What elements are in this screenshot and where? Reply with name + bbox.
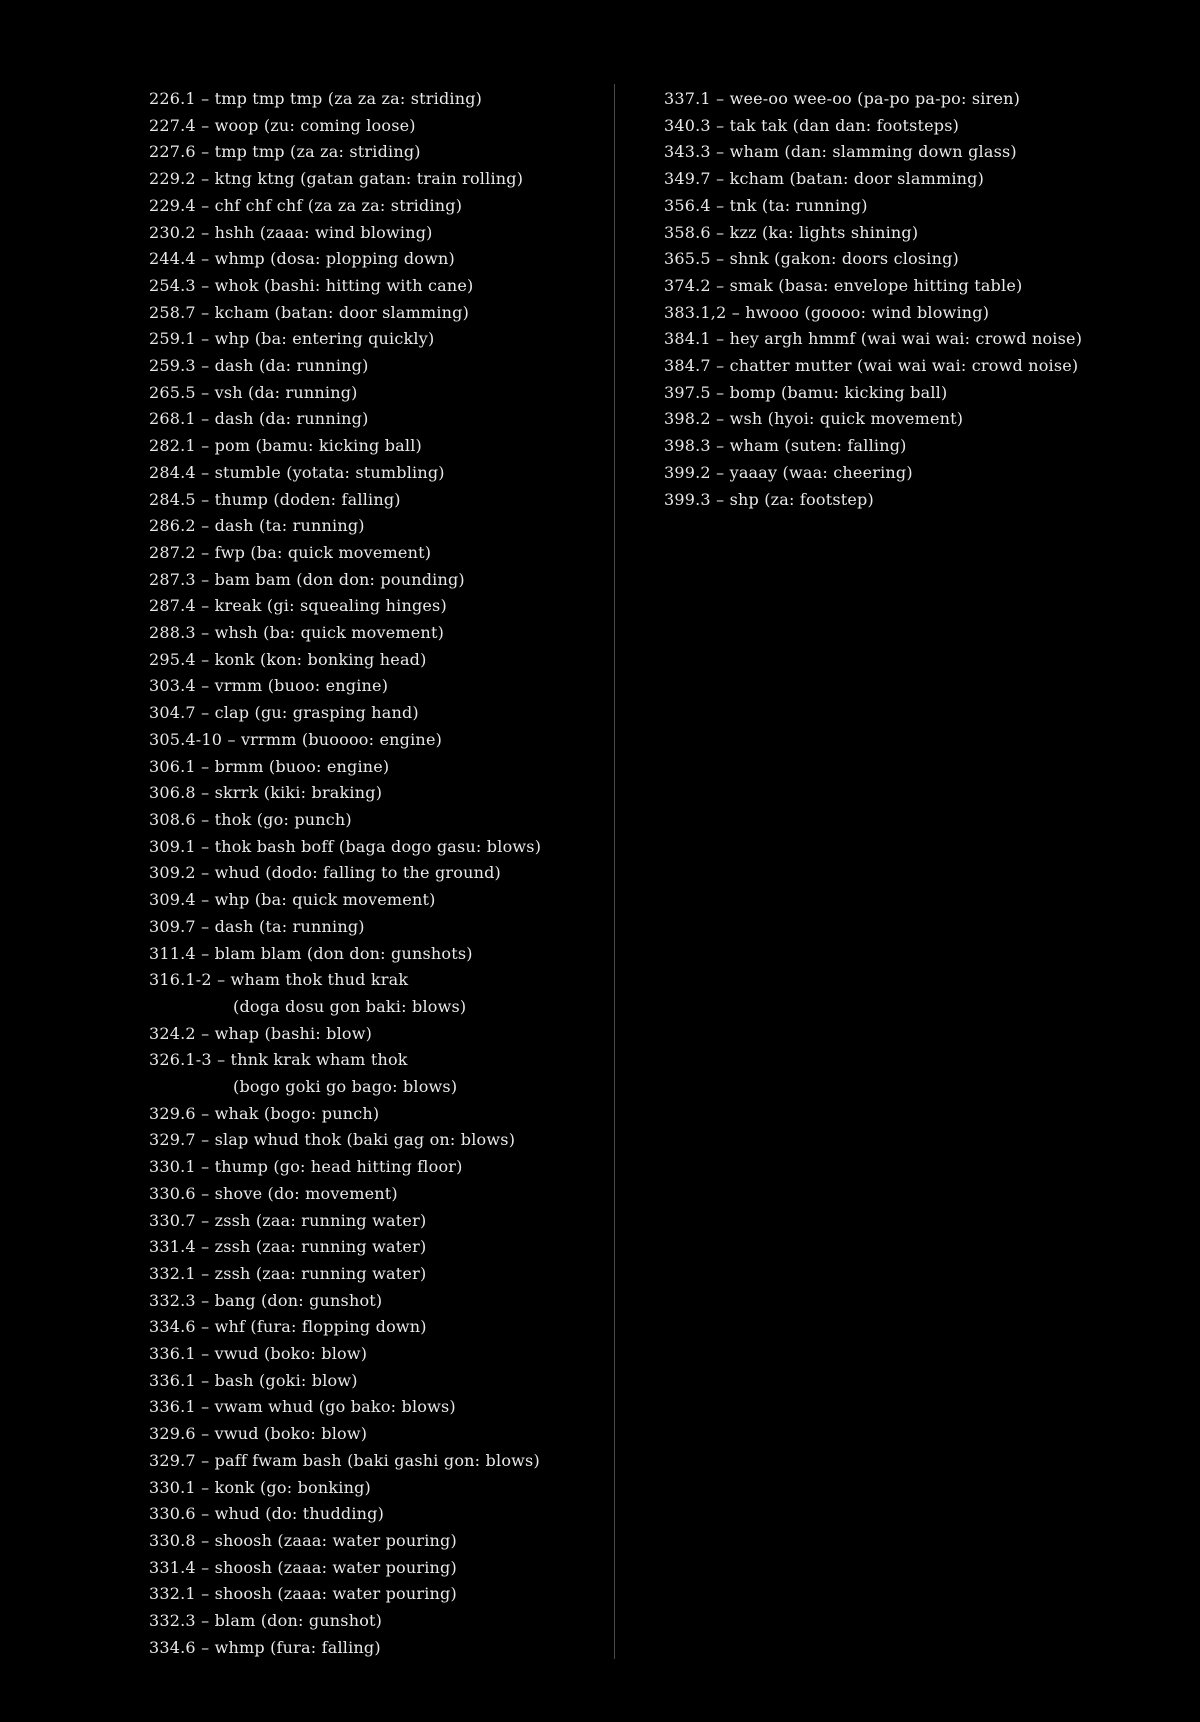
sound-effect-entry [664, 166, 1184, 193]
sound-effects-list-right [664, 86, 1184, 513]
sound-effect-continuation: (doga dosu gon baki: blows) [233, 996, 467, 1016]
sound-effect-text: 399.3 – shp (za: footstep) [664, 489, 874, 509]
sound-effect-entry [149, 1047, 614, 1100]
sound-effect-text: 265.5 – vsh (da: running) [149, 382, 358, 402]
sound-effect-entry [149, 1608, 614, 1635]
sound-effect-text: 358.6 – kzz (ka: lights shining) [664, 222, 919, 242]
sound-effect-entry [664, 460, 1184, 487]
sound-effect-entry [149, 1475, 614, 1502]
sound-effect-entry [149, 513, 614, 540]
sound-effect-text: 284.5 – thump (doden: falling) [149, 489, 401, 509]
sound-effect-entry [149, 1288, 614, 1315]
sound-effect-text: 374.2 – smak (basa: envelope hitting table) [664, 275, 1023, 295]
sound-effect-text: 229.4 – chf chf chf (za za za: striding) [149, 195, 463, 215]
sound-effect-text: 330.1 – konk (go: bonking) [149, 1477, 371, 1497]
sound-effect-text: 349.7 – kcham (batan: door slamming) [664, 169, 985, 189]
sound-effect-entry [149, 834, 614, 861]
column-divider [614, 84, 615, 1659]
sound-effect-text: 303.4 – vrmm (buoo: engine) [149, 676, 389, 696]
sound-effect-text: 356.4 – tnk (ta: running) [664, 195, 868, 215]
sound-effect-entry [149, 1448, 614, 1475]
sound-effect-text: 304.7 – clap (gu: grasping hand) [149, 703, 419, 723]
sound-effect-text: 336.1 – vwud (boko: blow) [149, 1344, 368, 1364]
sound-effect-entry [149, 460, 614, 487]
sound-effect-text: 329.7 – slap whud thok (baki gag on: blows) [149, 1130, 516, 1150]
sound-effect-entry [149, 1421, 614, 1448]
sound-effect-entry [149, 1127, 614, 1154]
sound-effect-text: 282.1 – pom (bamu: kicking ball) [149, 436, 422, 456]
sound-effect-text: 259.3 – dash (da: running) [149, 356, 369, 376]
sound-effect-text: 332.1 – shoosh (zaaa: water pouring) [149, 1584, 457, 1604]
sound-effect-text: 329.6 – whak (bogo: punch) [149, 1103, 380, 1123]
sound-effect-entry [149, 1234, 614, 1261]
sound-effect-entry [149, 1154, 614, 1181]
sound-effect-entry [664, 380, 1184, 407]
sound-effect-entry [149, 1394, 614, 1421]
sound-effect-text: 329.6 – vwud (boko: blow) [149, 1424, 368, 1444]
sound-effect-text: 324.2 – whap (bashi: blow) [149, 1023, 373, 1043]
sound-effect-text: 226.1 – tmp tmp tmp (za za za: striding) [149, 89, 483, 108]
sound-effect-entry [149, 1208, 614, 1235]
sound-effect-entry [149, 754, 614, 781]
sound-effect-text: 309.2 – whud (dodo: falling to the ground) [149, 863, 501, 883]
sound-effect-entry [149, 887, 614, 914]
sound-effect-text: 337.1 – wee-oo wee-oo (pa-po pa-po: siren) [664, 89, 1021, 108]
sound-effect-text: 329.7 – paff fwam bash (baki gashi gon: blows) [149, 1450, 540, 1470]
sound-effect-entry [149, 86, 614, 113]
sound-effect-continuation: (bogo goki go bago: blows) [233, 1077, 458, 1097]
sound-effect-entry [149, 593, 614, 620]
sound-effect-entry [149, 300, 614, 327]
sound-effect-text: 332.3 – bang (don: gunshot) [149, 1290, 383, 1310]
sound-effect-entry [149, 1368, 614, 1395]
sound-effect-text: 332.3 – blam (don: gunshot) [149, 1611, 383, 1631]
sound-effect-text: 259.1 – whp (ba: entering quickly) [149, 329, 435, 349]
sound-effect-text: 227.6 – tmp tmp (za za: striding) [149, 142, 421, 162]
sound-effect-entry [149, 166, 614, 193]
sound-effect-text: 308.6 – thok (go: punch) [149, 809, 352, 829]
sound-effect-text: 330.6 – whud (do: thudding) [149, 1504, 385, 1524]
sound-effect-text: 326.1-3 – thnk krak wham thok [149, 1050, 408, 1070]
sound-effect-entry [149, 1101, 614, 1128]
sound-effect-entry [149, 914, 614, 941]
sound-effect-text: 258.7 – kcham (batan: door slamming) [149, 302, 470, 322]
sound-effect-text: 305.4-10 – vrrmm (buoooo: engine) [149, 729, 443, 749]
sound-effect-text: 398.2 – wsh (hyoi: quick movement) [664, 409, 964, 429]
sound-effect-entry [664, 353, 1184, 380]
sound-effect-text: 336.1 – vwam whud (go bako: blows) [149, 1397, 456, 1417]
sound-effect-entry [149, 273, 614, 300]
sound-effect-text: 230.2 – hshh (zaaa: wind blowing) [149, 222, 433, 242]
sound-effect-entry [149, 1555, 614, 1582]
sound-effect-text: 295.4 – konk (kon: bonking head) [149, 649, 427, 669]
sound-effect-entry [149, 220, 614, 247]
sound-effect-text: 244.4 – whmp (dosa: plopping down) [149, 249, 455, 269]
sound-effect-text: 268.1 – dash (da: running) [149, 409, 369, 429]
sound-effect-entry [664, 300, 1184, 327]
sound-effect-entry [149, 673, 614, 700]
sound-effect-entry [149, 380, 614, 407]
sound-effect-entry [149, 727, 614, 754]
sound-effect-entry [664, 433, 1184, 460]
sound-effect-entry [149, 1581, 614, 1608]
sound-effect-text: 309.7 – dash (ta: running) [149, 916, 365, 936]
sound-effect-entry [149, 647, 614, 674]
sound-effect-text: 286.2 – dash (ta: running) [149, 516, 365, 536]
sound-effect-entry [149, 941, 614, 968]
sound-effect-text: 331.4 – zssh (zaa: running water) [149, 1237, 427, 1257]
sound-effect-text: 287.2 – fwp (ba: quick movement) [149, 542, 432, 562]
sound-effect-text: 340.3 – tak tak (dan dan: footsteps) [664, 115, 960, 135]
sound-effect-entry [149, 487, 614, 514]
sound-effect-text: 384.7 – chatter mutter (wai wai wai: crowd noise) [664, 356, 1079, 376]
sound-effect-entry [149, 406, 614, 433]
sound-effect-entry [149, 433, 614, 460]
sound-effect-entry [149, 1261, 614, 1288]
sound-effect-text: 306.1 – brmm (buoo: engine) [149, 756, 390, 776]
sound-effect-entry [149, 1635, 614, 1662]
sound-effect-text: 398.3 – wham (suten: falling) [664, 436, 907, 456]
sound-effect-entry [149, 326, 614, 353]
sound-effect-entry [664, 113, 1184, 140]
sound-effect-text: 383.1,2 – hwooo (goooo: wind blowing) [664, 302, 990, 322]
sound-effect-text: 254.3 – whok (bashi: hitting with cane) [149, 275, 474, 295]
sound-effect-entry [149, 1314, 614, 1341]
sound-effect-text: 384.1 – hey argh hmmf (wai wai wai: crowd noise) [664, 329, 1083, 349]
sound-effect-entry [664, 220, 1184, 247]
sound-effect-entry [149, 193, 614, 220]
sound-effect-entry [664, 273, 1184, 300]
sound-effect-entry [149, 860, 614, 887]
sound-effect-text: 227.4 – woop (zu: coming loose) [149, 115, 416, 135]
sound-effect-text: 330.1 – thump (go: head hitting floor) [149, 1157, 463, 1177]
sound-effect-entry [149, 620, 614, 647]
sound-effect-text: 343.3 – wham (dan: slamming down glass) [664, 142, 1017, 162]
sound-effect-text: 330.6 – shove (do: movement) [149, 1183, 398, 1203]
sound-effect-text: 288.3 – whsh (ba: quick movement) [149, 623, 445, 643]
sound-effect-text: 284.4 – stumble (yotata: stumbling) [149, 462, 445, 482]
sound-effect-text: 309.4 – whp (ba: quick movement) [149, 890, 436, 910]
sound-effect-entry [664, 193, 1184, 220]
sound-effect-entry [149, 780, 614, 807]
sound-effect-entry [149, 246, 614, 273]
sound-effect-text: 332.1 – zssh (zaa: running water) [149, 1263, 427, 1283]
sound-effect-entry [149, 1341, 614, 1368]
sound-effect-entry [149, 139, 614, 166]
sound-effect-text: 365.5 – shnk (gakon: doors closing) [664, 249, 959, 269]
sound-effect-entry [149, 1181, 614, 1208]
sound-effect-entry [149, 967, 614, 1020]
sound-effect-text: 316.1-2 – wham thok thud krak [149, 970, 409, 990]
sound-effect-entry [664, 86, 1184, 113]
sound-effect-entry [149, 567, 614, 594]
sound-effect-text: 330.7 – zssh (zaa: running water) [149, 1210, 427, 1230]
sound-effect-entry [149, 113, 614, 140]
sound-effect-entry [149, 807, 614, 834]
sound-effect-text: 306.8 – skrrk (kiki: braking) [149, 783, 383, 803]
sound-effect-text: 287.4 – kreak (gi: squealing hinges) [149, 596, 447, 616]
sound-effect-text: 309.1 – thok bash boff (baga dogo gasu: blows) [149, 836, 542, 856]
sound-effect-entry [149, 1021, 614, 1048]
sound-effect-entry [149, 540, 614, 567]
sound-effect-text: 311.4 – blam blam (don don: gunshots) [149, 943, 473, 963]
sound-effect-entry [664, 246, 1184, 273]
sound-effect-entry [149, 1528, 614, 1555]
sound-effect-entry [664, 326, 1184, 353]
sound-effect-text: 331.4 – shoosh (zaaa: water pouring) [149, 1557, 457, 1577]
sound-effect-text: 330.8 – shoosh (zaaa: water pouring) [149, 1530, 457, 1550]
sound-effect-entry [664, 139, 1184, 166]
sound-effect-text: 287.3 – bam bam (don don: pounding) [149, 569, 465, 589]
sound-effect-text: 399.2 – yaaay (waa: cheering) [664, 462, 913, 482]
sound-effect-text: 334.6 – whmp (fura: falling) [149, 1637, 381, 1657]
sound-effect-entry [149, 700, 614, 727]
sound-effect-text: 397.5 – bomp (bamu: kicking ball) [664, 382, 948, 402]
sound-effect-entry [664, 406, 1184, 433]
sound-effect-text: 229.2 – ktng ktng (gatan gatan: train rolling) [149, 169, 524, 189]
sound-effect-entry [149, 353, 614, 380]
sound-effect-entry [664, 487, 1184, 514]
sound-effect-entry [149, 1501, 614, 1528]
sound-effect-text: 334.6 – whf (fura: flopping down) [149, 1317, 427, 1337]
sound-effects-list-left [149, 86, 614, 1661]
sound-effect-text: 336.1 – bash (goki: blow) [149, 1370, 358, 1390]
